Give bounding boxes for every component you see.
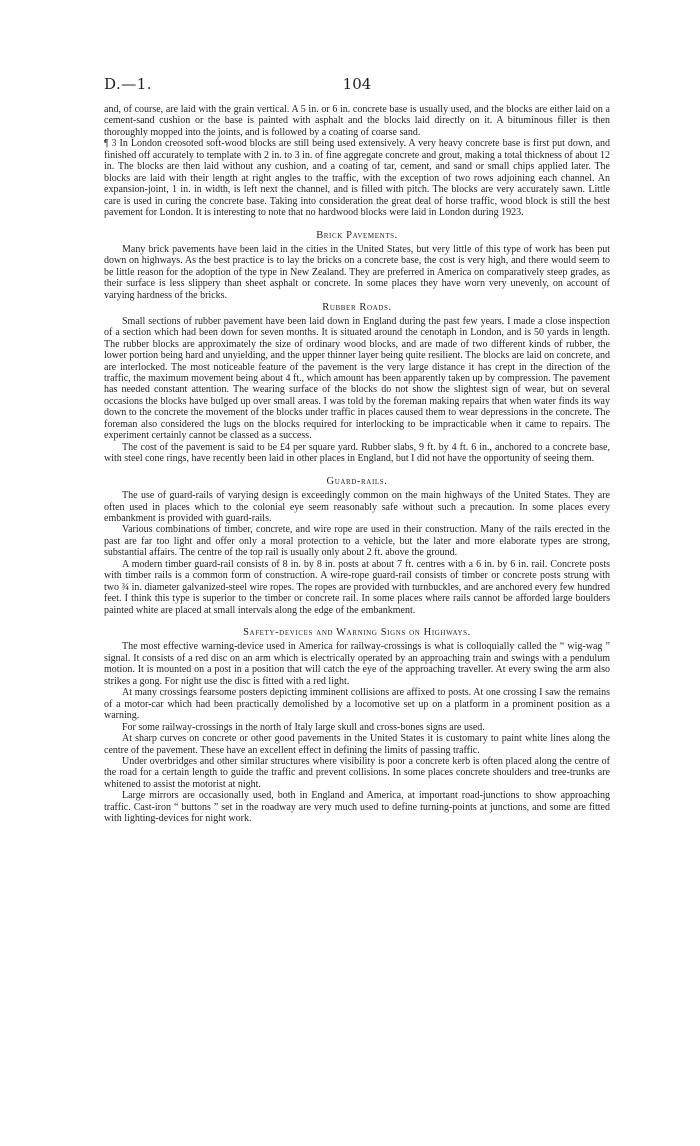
paragraph-text: At many crossings fearsome posters depicting imminent collisions are affixed to posts. At one crossing I saw the remains of a motor-car which had been practically demolished by a locomotive set up on a platform in a prominent position as a warning.	[104, 687, 610, 722]
paragraph	[104, 104, 610, 138]
paragraph-text: At sharp curves on concrete or other good pavements in the United States it is customary to paint white lines along the centre of the pavement. These have an excellent effect in defining the limits of passing traffic.	[104, 733, 610, 756]
paragraph-text: The use of guard-rails of varying design is exceedingly common on the main highways of the United States. They are often used in places which to the colonial eye seem reasonably safe without such a precaution. In some places every embankment is provided with guard-rails.	[104, 490, 610, 524]
paragraph	[104, 490, 610, 524]
section-heading: Brick Pavements.	[316, 229, 398, 241]
paragraph-text: The cost of the pavement is said to be £4 per square yard. Rubber slabs, 9 ft. by 4 ft. 6 in., anchored to a concrete base, with steel cone rings, have recently been laid in other places in England, but I did not have the opportunity of seeing them.	[104, 441, 610, 465]
page-number: 104	[342, 75, 372, 93]
page-header	[104, 75, 610, 97]
paragraph	[104, 244, 610, 301]
paragraph-text: The most effective warning-device used in America for railway-crossings is what is colloquially called the “ wig-wag ” signal. It consists of a red disc on an arm which is electrically operated by an approaching train and swings with a pendulum motion. It is mounted on a post in a position that will catch the eye of the approaching traveller. At every swing the arm also strikes a gong. For night use the disc is fitted with a red light.	[104, 641, 610, 687]
paragraph	[104, 559, 610, 616]
paragraph-text: In London creosoted soft-wood blocks are still being used extensively. A very heavy concrete base is first put down, and finished off accurately to template with 2 in. to 3 in. of fine aggregate concrete and grout, making a total thickness of about 12 in. The blocks are then laid without any cushion, and a coating of tar, cement, and sand or small chips applied later. The blocks are laid with their length at right angles to the traffic, with the exception of two rows adjoining each channel. An expansion-joint, 1 in. in width, is left next the channel, and is filled with pitch. The blocks are very accurately sawn. Little care is used in curing the concrete base. Taking into consideration the great deal of horse traffic, wood block is still the best pavement for London. It is interesting to note that no hardwood blocks were laid in London during 1923.	[104, 138, 611, 219]
section-heading: Safety-devices and Warning Signs on Highways.	[243, 627, 471, 639]
paragraph	[104, 442, 610, 465]
paragraph	[104, 733, 610, 756]
paragraph-text: Small sections of rubber pavement have been laid down in England during the past few years. I made a close inspection of a section which had been down for seven months. It is situated around the cenotaph in London, and is 50 yards in length. The rubber blocks are approximately the size of ordinary wood blocks, and are made of two different kinds of rubber, the lower portion being hard and unyielding, and the upper thinner layer being quite resilient. The blocks are laid on concrete, and are interlocked. The most noticeable feature of the pavement is the very large distance it has crept in the direction of the traffic, the maximum movement being about 4 ft., which amount has been apparently taken up by compression. The pavement has needed constant attention. The wearing surface of the blocks do not show the slightest sign of wear, but on several occasions the blocks have bulged up over small areas. I was told by the foreman making repairs that when water finds its way down to the concrete the movement of the blocks under traffic in places caused them to wear depressions in the concrete. The foreman also considered the lugs on the blocks required for interlocking to be impracticable when it came to repairs. The experiment certainly cannot be classed as a success.	[104, 315, 610, 442]
paragraph-text: Many brick pavements have been laid in the cities in the United States, but very little of this type of work has been put down on highways. As the best practice is to lay the bricks on a concrete base, the cost is very high, and there would seem to be little reason for the adoption of the type in New Zealand. They are preferred in America on comparatively steep grades, as their surface is less slippery than sheet asphalt or concrete. In some places they have worn very unevenly, on account of varying hardness of the bricks.	[104, 243, 610, 301]
paragraph-text: Large mirrors are occasionally used, both in England and America, at important road-junctions to show approaching traffic. Cast-iron “ buttons ” set in the roadway are very much used to define turning-points at junctions, and some are fitted with lighting-devices for night work.	[104, 790, 610, 825]
paragraph-text: and, of course, are laid with the grain vertical. A 5 in. or 6 in. concrete base is usually used, and the blocks are either laid on a cement-sand cushion or the base is painted with asphalt and the blocks laid directly on it. A bituminous filler is then thoroughly mopped into the joints, and is followed by a coating of coarse sand.	[104, 104, 610, 138]
paragraph-text: Various combinations of timber, concrete, and wire rope are used in their construction. Many of the rails erected in the past are far too light and offer only a moral protection to a vehicle, but the later and more elaborate types are strong, substantial affairs. The centre of the top rail is usually only about 2 ft. above the ground.	[104, 524, 610, 559]
paragraph-text: Under overbridges and other similar structures where visibility is poor a concrete kerb is often placed along the centre of the road for a certain length to guide the traffic and prevent collisions. In some places concrete shoulders and tree-trunks are whitened to assist the motorist at night.	[104, 756, 610, 790]
document-body	[104, 104, 610, 825]
paragraph	[104, 722, 610, 733]
paragraph	[104, 687, 610, 721]
paragraph	[104, 524, 610, 558]
paragraph	[104, 756, 610, 790]
paragraph	[104, 790, 610, 824]
paragraph-marker: ¶ 3	[104, 138, 117, 150]
section-heading: Rubber Roads.	[322, 302, 392, 314]
document-id: D.—1.	[104, 75, 153, 93]
paragraph-text: A modern timber guard-rail consists of 8 in. by 8 in. posts at about 7 ft. centres with a 6 in. by 6 in. rail. Concrete posts with timber rails is a common form of construction. A wire-rope guard-rail consists of timber or concrete posts strung with two ¾ in. diameter galvanized-steel wire ropes. The ropes are provided with turnbuckles, and are anchored every few hundred feet. I think this type is superior to the timber or concrete rail. In some places where rails cannot be afforded large boulders painted white are placed at small intervals along the edge of the embankment.	[104, 558, 610, 616]
paragraph	[104, 316, 610, 442]
paragraph	[104, 641, 610, 687]
section-heading: Guard-rails.	[326, 475, 388, 487]
paragraph-text: For some railway-crossings in the north of Italy large skull and cross-bones signs are used.	[122, 721, 485, 733]
paragraph	[104, 138, 610, 218]
